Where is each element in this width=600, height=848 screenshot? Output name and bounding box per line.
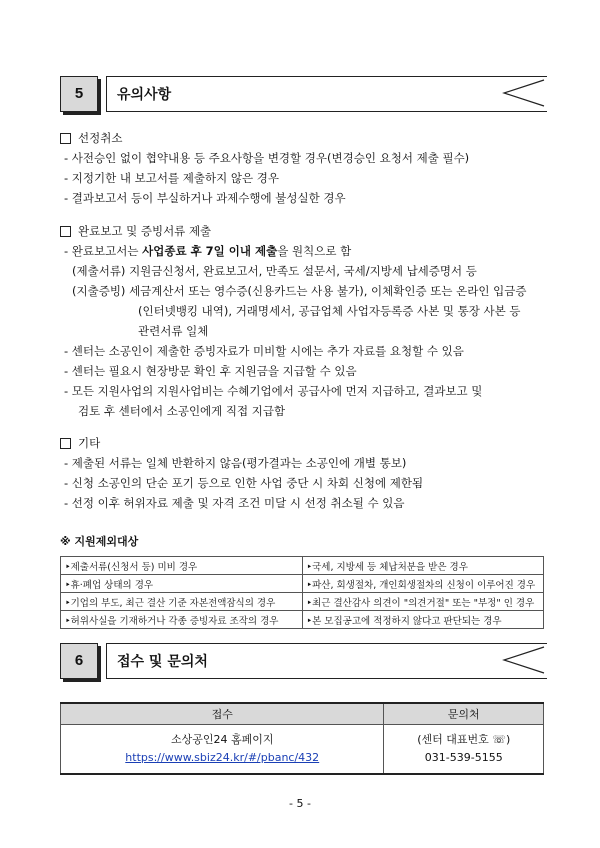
- section-title: 접수 및 문의처: [117, 654, 208, 670]
- group-heading-text: 완료보고 및 증빙서류 제출: [78, 224, 212, 238]
- cancel-selection-group: [60, 128, 550, 208]
- table-row: [61, 593, 544, 611]
- table-cell: ‣휴·폐업 상태의 경우: [61, 575, 303, 593]
- list-item: - 센터는 필요시 현장방문 확인 후 지원금을 지급할 수 있음: [64, 364, 357, 378]
- etc-group: [60, 433, 550, 513]
- section-title: 유의사항: [117, 87, 172, 103]
- inquiry-cell: [384, 725, 544, 775]
- list-item: - 센터는 소공인이 제출한 증빙자료가 미비할 시에는 추가 자료를 요청할 수 있음: [64, 344, 464, 358]
- exclusion-title: ※ 지원제외대상: [60, 535, 139, 548]
- chevron-left-icon: [500, 645, 546, 675]
- section-5-header: [60, 76, 540, 112]
- table-row: [61, 575, 544, 593]
- contact-table: [60, 702, 544, 775]
- list-item: - 모든 지원사업의 지원사업비는 수혜기업에서 공급사에 먼저 지급하고, 결과보고 및: [64, 384, 483, 398]
- text-run: - 완료보고서는: [64, 244, 143, 258]
- section-number: 6: [60, 643, 98, 679]
- list-item: - 지정기한 내 보고서를 제출하지 않은 경우: [64, 171, 279, 185]
- list-item: [60, 241, 550, 261]
- list-item: - 신청 소공인의 단순 포기 등으로 인한 사업 중단 시 차회 신청에 제한됨: [64, 476, 424, 490]
- group-heading: [60, 433, 550, 453]
- table-cell: ‣허위사실을 기재하거나 각종 증빙자료 조작의 경우: [61, 611, 303, 629]
- group-heading-text: 선정취소: [78, 131, 123, 145]
- completion-report-group: [60, 221, 550, 421]
- column-header: 문의처: [384, 703, 544, 725]
- section-title-box: [106, 76, 547, 112]
- expense-proof-cont: (인터넷뱅킹 내역), 거래명세서, 공급업체 사업자등록증 사본 및 통장 사본 등: [138, 304, 521, 318]
- receive-name: 소상공인24 홈페이지: [170, 733, 274, 746]
- group-heading: [60, 128, 550, 148]
- table-header-row: [61, 703, 544, 725]
- table-cell: ‣최근 결산감사 의견이 "의견거절" 또는 "부정" 인 경우: [302, 593, 544, 611]
- table-cell: ‣국세, 지방세 등 체납처분을 받은 경우: [302, 557, 544, 575]
- table-cell: ‣기업의 부도, 최근 결산 기준 자본전액잠식의 경우: [61, 593, 303, 611]
- page-number: - 5 -: [289, 797, 311, 810]
- checkbox-square-icon: [60, 438, 71, 449]
- list-item: - 선정 이후 허위자료 제출 및 자격 조건 미달 시 선정 취소될 수 있음: [64, 496, 405, 510]
- group-heading-text: 기타: [78, 436, 101, 450]
- submit-docs: (제출서류) 지원금신청서, 완료보고서, 만족도 설문서, 국세/지방세 납세증명서 등: [72, 264, 477, 278]
- receive-cell: [61, 725, 384, 775]
- receive-url-link[interactable]: https://www.sbiz24.kr/#/pbanc/432: [125, 751, 320, 764]
- table-row: [61, 725, 544, 775]
- exclusion-table: [60, 556, 544, 629]
- list-item: - 사전승인 없이 협약내용 등 주요사항을 변경할 경우(변경승인 요청서 제출 필수): [64, 151, 470, 165]
- section-number: 5: [60, 76, 98, 112]
- list-item: - 제출된 서류는 일체 반환하지 않음(평가결과는 소공인에 개별 통보): [64, 456, 407, 470]
- table-row: [61, 611, 544, 629]
- expense-proof: (지출증빙) 세금계산서 또는 영수증(신용카드는 사용 불가), 이체확인증 또는 온라인 입금증: [72, 284, 527, 298]
- section-title-box: [106, 643, 547, 679]
- list-item: - 결과보고서 등이 부실하거나 과제수행에 불성실한 경우: [64, 191, 346, 205]
- table-cell: ‣제출서류(신청서 등) 미비 경우: [61, 557, 303, 575]
- expense-proof-cont: 관련서류 일체: [138, 324, 209, 338]
- inquiry-name: (센터 대표번호 ☏): [417, 733, 511, 746]
- deadline-emphasis: 사업종료 후 7일 이내 제출: [142, 244, 278, 258]
- section-6-header: [60, 643, 540, 679]
- checkbox-square-icon: [60, 226, 71, 237]
- table-row: [61, 557, 544, 575]
- checkbox-square-icon: [60, 133, 71, 144]
- text-run: 을 원칙으로 함: [277, 244, 352, 258]
- group-heading: [60, 221, 550, 241]
- table-cell: ‣파산, 회생절차, 개인회생절차의 신청이 이루어진 경우: [302, 575, 544, 593]
- table-cell: ‣본 모집공고에 적정하지 않다고 판단되는 경우: [302, 611, 544, 629]
- chevron-left-icon: [500, 78, 546, 108]
- column-header: 접수: [61, 703, 384, 725]
- inquiry-phone: 031-539-5155: [424, 751, 503, 764]
- list-item-cont: 검토 후 센터에서 소공인에게 직접 지급함: [78, 404, 286, 418]
